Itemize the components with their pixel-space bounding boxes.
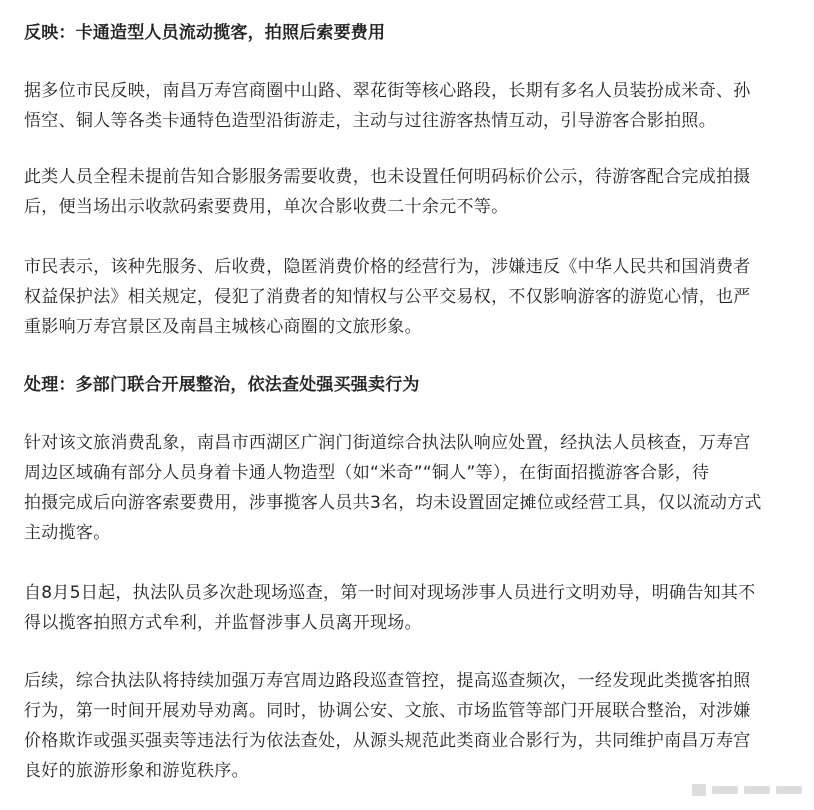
paragraph-line: 权益保护法》相关规定，侵犯了消费者的知情权与公平交易权，不仅影响游客的游览心情，也严	[24, 287, 751, 307]
paragraph-6	[24, 666, 794, 786]
paragraph-line: 周边区域确有部分人员身着卡通人物造型（如“米奇”“铜人”等），在街面招揽游客合影，待	[24, 463, 710, 483]
paragraph-line: 重影响万寿宫景区及南昌主城核心商圈的文旅形象。	[24, 317, 422, 337]
paragraph-1	[24, 76, 794, 136]
section-heading: 反映：卡通造型人员流动揽客，拍照后索要费用	[24, 23, 386, 43]
paragraph-line: 针对该文旅消费乱象，南昌市西湖区广润门街道综合执法队响应处置，经执法人员核查，万寿宫	[24, 433, 751, 453]
section-heading-1	[24, 16, 794, 50]
paragraph-line: 后，便当场出示收款码索要费用，单次合影收费二十余元不等。	[24, 197, 509, 217]
paragraph-line: 据多位市民反映，南昌万寿宫商圈中山路、翠花街等核心路段，长期有多名人员装扮成米奇、孙	[24, 81, 751, 101]
paragraph-line: 主动揽客。	[24, 523, 111, 543]
paragraph-line: 后续，综合执法队将持续加强万寿宫周边路段巡查管控，提高巡查频次，一经发现此类揽客拍照	[24, 671, 751, 691]
paragraph-line: 良好的旅游形象和游览秩序。	[24, 761, 249, 781]
paragraph-3	[24, 252, 794, 342]
paragraph-line: 得以揽客拍照方式牟利，并监督涉事人员离开现场。	[24, 613, 422, 633]
paragraph-2	[24, 162, 794, 222]
section-heading-2	[24, 368, 794, 402]
paragraph-line: 拍摄完成后向游客索要费用，涉事揽客人员共3名，均未设置固定摊位或经营工具，仅以流动方式	[24, 493, 762, 513]
paragraph-line: 市民表示，该种先服务、后收费，隐匿消费价格的经营行为，涉嫌违反《中华人民共和国消费者	[24, 257, 751, 277]
paragraph-5	[24, 578, 794, 638]
paragraph-line: 自8月5日起，执法队员多次赴现场巡查，第一时间对现场涉事人员进行文明劝导，明确告知其不	[24, 583, 756, 603]
paragraph-4	[24, 428, 794, 548]
paragraph-line: 行为，第一时间开展劝导劝离。同时，协调公安、文旅、市场监管等部门开展联合整治，对涉嫌	[24, 701, 751, 721]
paragraph-line: 此类人员全程未提前告知合影服务需要收费，也未设置任何明码标价公示，待游客配合完成拍摄	[24, 167, 751, 187]
paragraph-line: 价格欺诈或强买强卖等违法行为依法查处，从源头规范此类商业合影行为，共同维护南昌万寿宫	[24, 731, 751, 751]
section-heading: 处理：多部门联合开展整治，依法查处强买强卖行为	[24, 375, 420, 395]
paragraph-line: 悟空、铜人等各类卡通特色造型沿街游走，主动与过往游客热情互动，引导游客合影拍照。	[24, 111, 716, 131]
watermark-icon	[688, 778, 806, 802]
